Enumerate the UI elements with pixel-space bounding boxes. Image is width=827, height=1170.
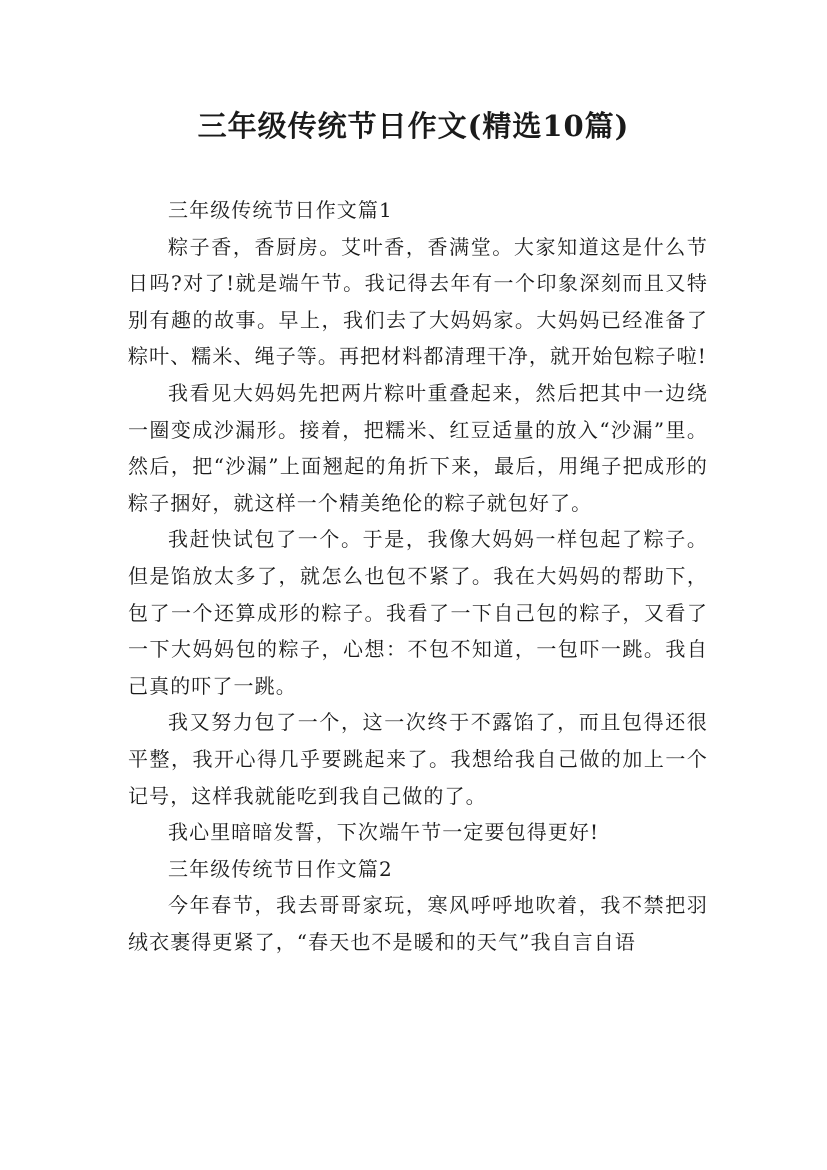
document-body	[128, 192, 708, 960]
section-heading: 三年级传统节日作文篇2	[168, 856, 393, 881]
section-heading: 三年级传统节日作文篇1	[168, 198, 393, 222]
paragraph: 我又努力包了一个，这一次终于不露馅了，而且包得还很平整，我开心得几乎要跳起来了。我想给我自己做的加上一个记号，这样我就能吃到我自己做的了。	[128, 710, 708, 808]
paragraph: 今年春节，我去哥哥家玩，寒风呼呼地吹着，我不禁把羽绒衣裹得更紧了，“春天也不是暖和的天气”我自言自语	[128, 893, 708, 954]
paragraph: 我赶快试包了一个。于是，我像大妈妈一样包起了粽子。但是馅放太多了，就怎么也包不紧了。我在大妈妈的帮助下，包了一个还算成形的粽子。我看了一下自己包的粽子，又看了一下大妈妈包的粽子，心想：不包不知道，一包吓一跳。我自己真的吓了一跳。	[128, 527, 708, 698]
paragraph: 粽子香，香厨房。艾叶香，香满堂。大家知道这是什么节日吗?对了!就是端午节。我记得去年有一个印象深刻而且又特别有趣的故事。早上，我们去了大妈妈家。大妈妈已经准备了粽叶、糯米、绳子等。再把材料都清理干净，就开始包粽子啦!	[128, 234, 708, 369]
paragraph: 我看见大妈妈先把两片粽叶重叠起来，然后把其中一边绕一圈变成沙漏形。接着，把糯米、红豆适量的放入“沙漏”里。然后，把“沙漏”上面翘起的角折下来，最后，用绳子把成形的粽子捆好，就这样一个精美绝伦的粽子就包好了。	[128, 380, 708, 515]
paragraph: 我心里暗暗发誓，下次端午节一定要包得更好!	[168, 820, 600, 845]
document-title: 三年级传统节日作文(精选10篇)	[197, 109, 630, 143]
